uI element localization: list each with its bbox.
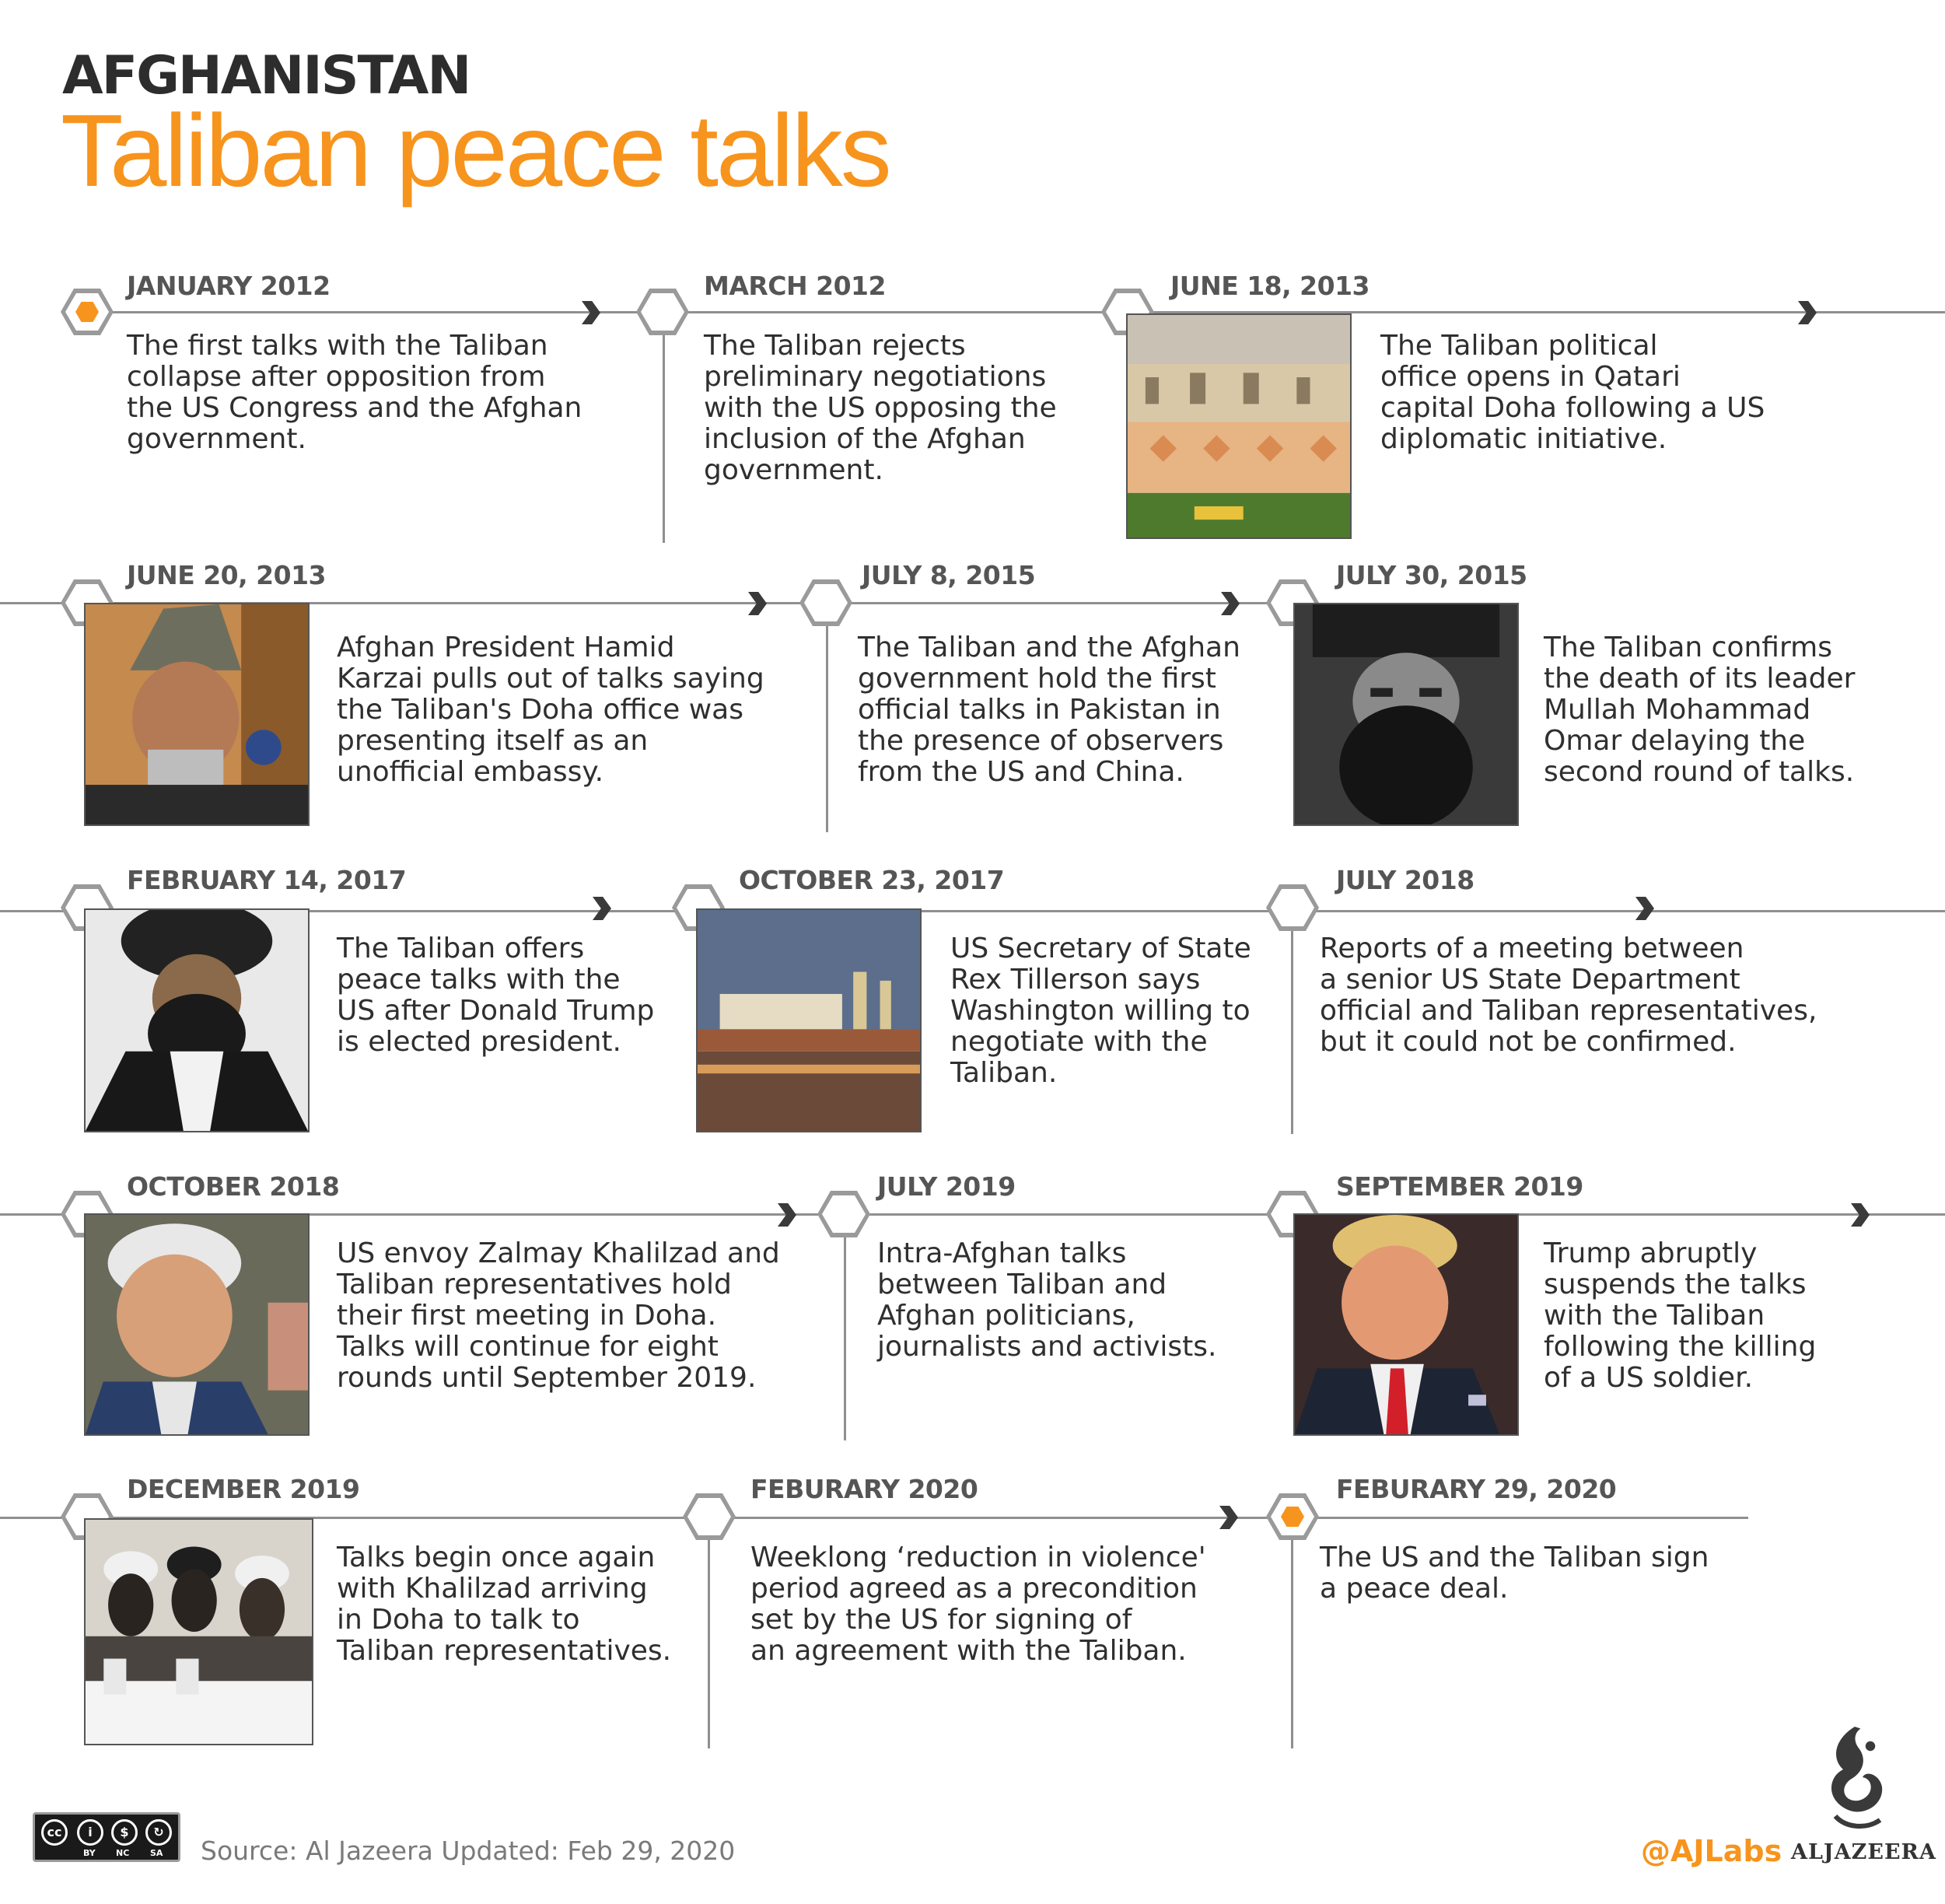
event-date: SEPTEMBER 2019 xyxy=(1336,1171,1583,1202)
event-date: MARCH 2012 xyxy=(704,271,886,301)
timeline-marker xyxy=(1266,884,1319,931)
photo-taliban-leader xyxy=(84,908,310,1132)
event-date: FEBURARY 29, 2020 xyxy=(1336,1474,1617,1504)
event-text: Intra-Afghan talks between Taliban and Afghan politicians, journalists and activists. xyxy=(877,1237,1217,1363)
ajlabs-handle: @AJLabs xyxy=(1641,1834,1782,1868)
event-date: OCTOBER 23, 2017 xyxy=(739,865,1005,895)
event-date: OCTOBER 2018 xyxy=(127,1171,340,1202)
event-date: FEBURARY 2020 xyxy=(750,1474,978,1504)
event-date: DECEMBER 2019 xyxy=(127,1474,360,1504)
photo-taliban-delegation xyxy=(84,1518,313,1745)
aljazeera-wordmark: ALJAZEERA xyxy=(1791,1840,1936,1864)
event-text: Reports of a meeting between a senior US State Department official and Taliban representatives, but it could not be confirmed. xyxy=(1320,933,1817,1058)
event-text: US Secretary of State Rex Tillerson says Washington willing to negotiate with the Taliban. xyxy=(950,933,1251,1089)
event-date: FEBRUARY 14, 2017 xyxy=(127,865,407,895)
event-text: The Taliban rejects preliminary negotiations with the US opposing the inclusion of the Afghan government. xyxy=(704,330,1057,486)
event-text: Afghan President Hamid Karzai pulls out of talks saying the Taliban's Doha office was presenting itself as an unofficial embassy. xyxy=(337,632,764,788)
timeline-divider xyxy=(663,334,665,543)
event-date: JULY 8, 2015 xyxy=(862,560,1036,590)
timeline-line xyxy=(87,311,1945,313)
event-text: Talks begin once again with Khalilzad arriving in Doha to talk to Taliban representatives. xyxy=(337,1542,672,1667)
event-date: JULY 30, 2015 xyxy=(1336,560,1527,590)
event-date: JUNE 20, 2013 xyxy=(127,560,327,590)
photo-taliban-office-doha xyxy=(1126,313,1352,539)
event-date: JULY 2018 xyxy=(1336,865,1474,895)
timeline-divider xyxy=(1291,930,1293,1134)
event-text: The Taliban confirms the death of its leader Mullah Mohammad Omar delaying the second round of talks. xyxy=(1544,632,1856,788)
timeline-marker xyxy=(636,289,689,335)
source-note: Source: Al Jazeera Updated: Feb 29, 2020 xyxy=(201,1836,736,1866)
kicker: AFGHANISTAN xyxy=(62,45,471,107)
photo-mullah-omar xyxy=(1293,603,1519,826)
event-date: JUNE 18, 2013 xyxy=(1170,271,1370,301)
timeline-divider xyxy=(1291,1540,1293,1748)
timeline-marker xyxy=(817,1191,870,1237)
event-date: JANUARY 2012 xyxy=(127,271,331,301)
license-label: SA xyxy=(150,1848,163,1858)
timeline-marker-start xyxy=(61,289,114,335)
page-title: Taliban peace talks xyxy=(61,93,890,208)
timeline-divider xyxy=(708,1540,710,1748)
event-text: Trump abruptly suspends the talks with the Taliban following the killing of a US soldier. xyxy=(1544,1237,1817,1394)
photo-kremlin xyxy=(696,908,922,1132)
timeline-marker xyxy=(799,579,852,626)
arrow-right-icon xyxy=(593,897,611,920)
timeline-marker-end xyxy=(1266,1493,1319,1540)
timeline-marker xyxy=(683,1493,736,1540)
license-label: BY xyxy=(83,1848,96,1858)
photo-donald-trump xyxy=(1293,1213,1519,1436)
photo-zalmay-khalilzad xyxy=(84,1213,310,1436)
event-text: The Taliban political office opens in Qatari capital Doha following a US diplomatic initiative. xyxy=(1380,330,1765,455)
timeline-divider xyxy=(826,622,828,832)
event-text: Weeklong ‘reduction in violence' period agreed as a precondition set by the US for signing of an agreement with the Taliban. xyxy=(750,1542,1206,1667)
photo-hamid-karzai xyxy=(84,603,310,826)
arrow-right-icon xyxy=(1635,897,1654,920)
event-date: JULY 2019 xyxy=(877,1171,1016,1202)
creative-commons-badge: cc i $ ↻ BY NC SA xyxy=(33,1812,180,1862)
event-text: The first talks with the Taliban collapse after opposition from the US Congress and the Afghan government. xyxy=(127,330,582,455)
event-text: US envoy Zalmay Khalilzad and Taliban representatives hold their first meeting in Doha. Talks will continue for eight rounds until September 2019. xyxy=(337,1237,780,1394)
event-text: The Taliban and the Afghan government hold the first official talks in Pakistan in the presence of observers from the US and China. xyxy=(858,632,1240,788)
event-text: The Taliban offers peace talks with the US after Donald Trump is elected president. xyxy=(337,933,655,1058)
event-text: The US and the Taliban sign a peace deal. xyxy=(1320,1542,1709,1605)
timeline-divider xyxy=(844,1237,846,1440)
license-label: NC xyxy=(116,1848,130,1858)
aljazeera-logo-icon xyxy=(1804,1719,1905,1836)
